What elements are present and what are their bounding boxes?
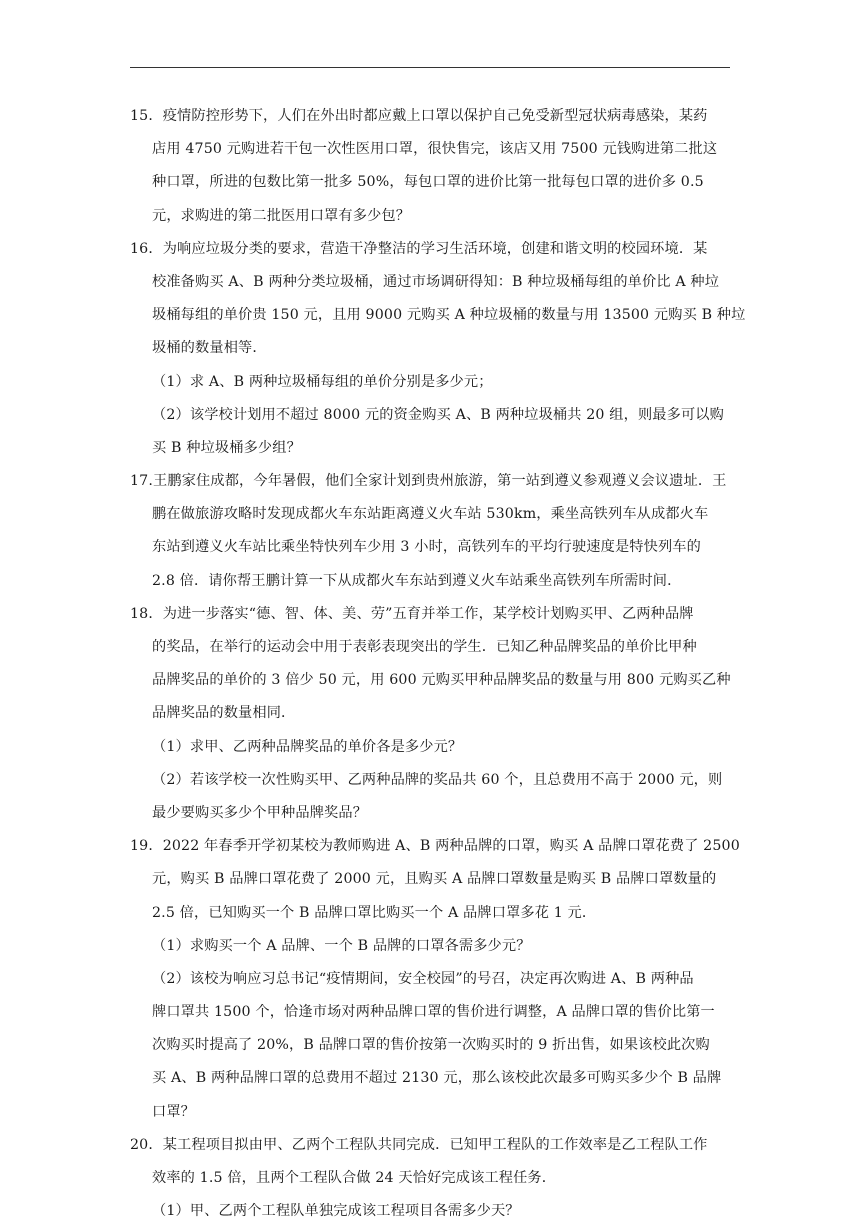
question-19-line: 元，购买 B 品牌口罩花费了 2000 元，且购买 A 品牌口罩数量是购买 B 品牌口罩数量的 [152, 871, 717, 888]
question-16-line: 圾桶的数量相等． [152, 340, 267, 357]
question-18-line: 品牌奖品的单价的 3 倍少 50 元，用 600 元购买甲种品牌奖品的数量与用 800 元购买乙种 [152, 672, 731, 689]
question-15-line: 种口罩，所进的包数比第一批多 50%，每包口罩的进价比第一批每包口罩的进价多 0.5 [152, 174, 704, 191]
question-17-line: 2.8 倍．请你帮王鹏计算一下从成都火车东站到遵义火车站乘坐高铁列车所需时间． [152, 572, 682, 589]
question-16-line: 校准备购买 A、B 两种分类垃圾桶，通过市场调研得知：B 种垃圾桶每组的单价比 A 种垃 [152, 273, 720, 290]
question-20 [130, 1129, 734, 1228]
question-19-part-1: （1）求购买一个 A 品牌、一个 B 品牌的口罩各需多少元？ [152, 937, 531, 954]
question-18-part-1: （1）求甲、乙两种品牌奖品的单价各是多少元？ [152, 738, 463, 755]
question-17-stem: 17.王鹏家住成都，今年暑假，他们全家计划到贵州旅游，第一站到遵义参观遵义会议遗址．王 [130, 473, 727, 490]
question-19-line: 2.5 倍，已知购买一个 B 品牌口罩比购买一个 A 品牌口罩多花 1 元． [152, 904, 597, 921]
question-16-part-2: （2）该学校计划用不超过 8000 元的资金购买 A、B 两种垃圾桶共 20 组，则最多可以购 [152, 406, 724, 423]
question-15-line: 元，求购进的第二批医用口罩有多少包？ [152, 207, 411, 224]
problem-list [130, 100, 746, 1228]
question-19-part-2: （2）该校为响应习总书记“疫情期间，安全校园”的号召，决定再次购进 A、B 两种品 [152, 970, 694, 987]
question-20-part-1: （1）甲、乙两个工程队单独完成该工程项目各需多少天？ [152, 1203, 520, 1220]
header-rule [130, 67, 730, 68]
question-16-line: 买 B 种垃圾桶多少组？ [152, 439, 301, 456]
question-17-line: 鹏在做旅游攻略时发现成都火车东站距离遵义火车站 530km，乘坐高铁列车从成都火车 [152, 506, 709, 523]
question-16 [130, 233, 746, 465]
question-20-line: 效率的 1.5 倍，且两个工程队合做 24 天恰好完成该工程任务． [152, 1170, 557, 1186]
question-19 [130, 830, 740, 1129]
question-19-line: 口罩？ [152, 1103, 196, 1120]
question-16-stem: 16．为响应垃圾分类的要求，营造干净整洁的学习生活环境，创建和谐文明的校园环境．某 [130, 240, 708, 257]
question-18-line: 品牌奖品的数量相同． [152, 705, 296, 722]
question-18-part-2: （2）若该学校一次性购买甲、乙两种品牌的奖品共 60 个，且总费用不高于 2000 元，则 [152, 771, 723, 788]
question-18-stem: 18．为进一步落实“德、智、体、美、劳”五育并举工作，某学校计划购买甲、乙两种品牌 [130, 605, 694, 622]
question-19-stem: 19．2022 年春季开学初某校为教师购进 A、B 两种品牌的口罩，购买 A 品牌口罩花费了 2500 [130, 838, 740, 855]
question-18 [130, 598, 734, 830]
question-20-stem: 20．某工程项目拟由甲、乙两个工程队共同完成．已知甲工程队的工作效率是乙工程队工作 [130, 1136, 708, 1153]
question-17-line: 东站到遵义火车站比乘坐特快列车少用 3 小时，高铁列车的平均行驶速度是特快列车的 [152, 539, 701, 556]
question-19-line: 牌口罩共 1500 个，恰逢市场对两种品牌口罩的售价进行调整，A 品牌口罩的售价比第一 [152, 1004, 715, 1021]
question-18-line: 最少要购买多少个甲种品牌奖品？ [152, 804, 368, 821]
question-17 [130, 465, 734, 598]
question-19-line: 次购买时提高了 20%，B 品牌口罩的售价按第一次购买时的 9 折出售，如果该校此次购 [152, 1037, 710, 1054]
question-15-line: 店用 4750 元购进若干包一次性医用口罩，很快售完，该店又用 7500 元钱购进第二批这 [152, 141, 718, 158]
question-16-part-1: （1）求 A、B 两种垃圾桶每组的单价分别是多少元； [152, 373, 493, 390]
question-16-line: 圾桶每组的单价贵 150 元，且用 9000 元购买 A 种垃圾桶的数量与用 13500 元购买 B 种垃 [152, 307, 746, 324]
question-15 [130, 100, 734, 233]
question-15-stem: 15．疫情防控形势下，人们在外出时都应戴上口罩以保护自己免受新型冠状病毒感染，某药 [130, 108, 708, 124]
question-19-line: 买 A、B 两种品牌口罩的总费用不超过 2130 元，那么该校此次最多可购买多少个 B 品牌 [152, 1070, 722, 1087]
question-18-line: 的奖品，在举行的运动会中用于表彰表现突出的学生．已知乙种品牌奖品的单价比甲种 [152, 639, 697, 655]
